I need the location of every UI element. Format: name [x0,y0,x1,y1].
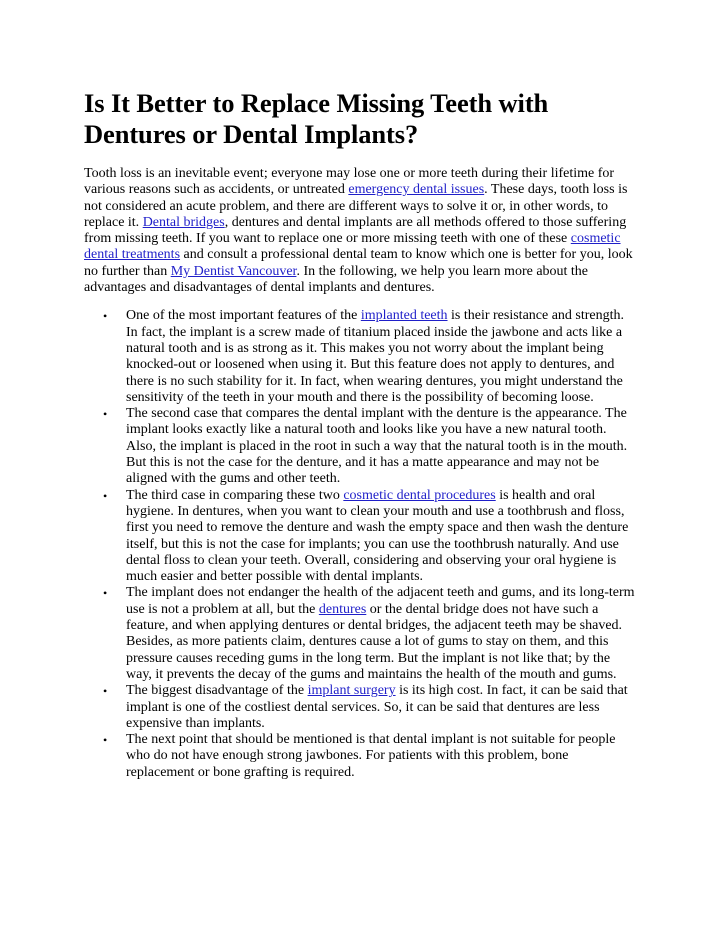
bullet-icon: • [103,309,108,324]
text-run: is health and oral hygiene. In dentures, when you want to clean your mouth and use a toothbrush and floss, first you need to remove the denture and wash the empty space and then wash the denture itself, but this is not the case for implants; you can use the toothbrush naturally. And use dental floss to clean your teeth. Overall, considering and observing your oral hygiene is much easier and better possible with dental implants. [126,487,629,585]
bullet-icon: • [103,733,108,748]
list-item [84,683,636,732]
text-run: The next point that should be mentioned is that dental implant is not suitable for people who do not have enough strong jawbones. For patients with this problem, bone replacement or bone grafting is required. [126,732,616,780]
list-item [84,308,636,406]
text-run: One of the most important features of the [126,308,361,324]
implanted-teeth-link[interactable]: implanted teeth [360,308,448,324]
cosmetic-dental-procedures-link[interactable]: cosmetic dental procedures [343,487,496,503]
bullet-icon: • [103,684,108,699]
text-run: The third case in comparing these two [126,487,344,503]
list-item [84,732,636,781]
list-item [84,488,636,586]
dentures-link[interactable]: dentures [318,601,367,617]
text-run: . In the following, we help you learn more about the advantages and disadvantages of dental implants and dentures. [84,263,589,296]
text-run: or the dental bridge does not have such a feature, and when applying dentures or dental bridges, the adjacent teeth may be shaved. Besides, as more patients claim, dentures cause a lot of gums to stay on them, and this pressure causes receding gums in the long term. But the implant is not like that; by the way, it prevents the decay of the gums and maintains the health of the mouth and gums. [126,601,623,682]
bullet-icon: • [103,488,108,503]
bullet-icon: • [103,586,108,601]
intro-paragraph [84,166,636,296]
implant-surgery-link[interactable]: implant surgery [307,683,396,699]
my-dentist-vancouver-link[interactable]: My Dentist Vancouver [170,263,297,279]
cosmetic-dental-treatments-link[interactable]: cosmetic dental treatments [84,231,621,263]
page-title: Is It Better to Replace Missing Teeth with Dentures or Dental Implants? [84,88,549,149]
text-run: The biggest disadvantage of the [126,683,308,699]
comparison-list [84,308,636,781]
dental-bridges-link[interactable]: Dental bridges [142,214,225,230]
list-item [84,585,636,683]
list-item [84,406,636,487]
text-run: and consult a professional dental team to know which one is better for you, look no further than [84,247,633,279]
text-run: Tooth loss is an inevitable event; everyone may lose one or more teeth during their lifetime for various reasons such as accidents, or untreated [84,166,615,198]
text-run: . These days, tooth loss is not considered an acute problem, and there are different ways to solve it or, in other words, to replace it. [84,182,628,230]
text-run: , dentures and dental implants are all methods offered to those suffering from missing teeth. If you want to replace one or more missing teeth with one of these [84,214,627,247]
text-run: The second case that compares the dental implant with the denture is the appearance. The implant looks exactly like a natural tooth and looks like you have a new natural tooth. Also, the implant is placed in the root in such a way that the natural tooth is in the mouth. But this is not the case for the denture, and it has a matte appearance and may not be aligned with the gums and other teeth. [126,406,628,487]
text-run: is their resistance and strength. In fact, the implant is a screw made of titanium placed inside the jawbone and acts like a natural tooth and is as strong as it. This makes you not worry about the implant being knocked-out or loosened when using it. But this feature does not apply to dentures, and there is no such stability for it. In fact, when wearing dentures, you might understand the sensitivity of the teeth in your mouth and there is the possibility of becoming loose. [126,308,625,405]
text-run: is its high cost. In fact, it can be said that implant is one of the costliest dental services. So, it can be said that dentures are less expensive than implants. [126,683,628,731]
emergency-dental-issues-link[interactable]: emergency dental issues [348,182,485,198]
text-run: The implant does not endanger the health of the adjacent teeth and gums, and its long-term use is not a problem at all, but the [126,585,635,617]
document-page [84,88,636,781]
bullet-icon: • [103,407,108,422]
